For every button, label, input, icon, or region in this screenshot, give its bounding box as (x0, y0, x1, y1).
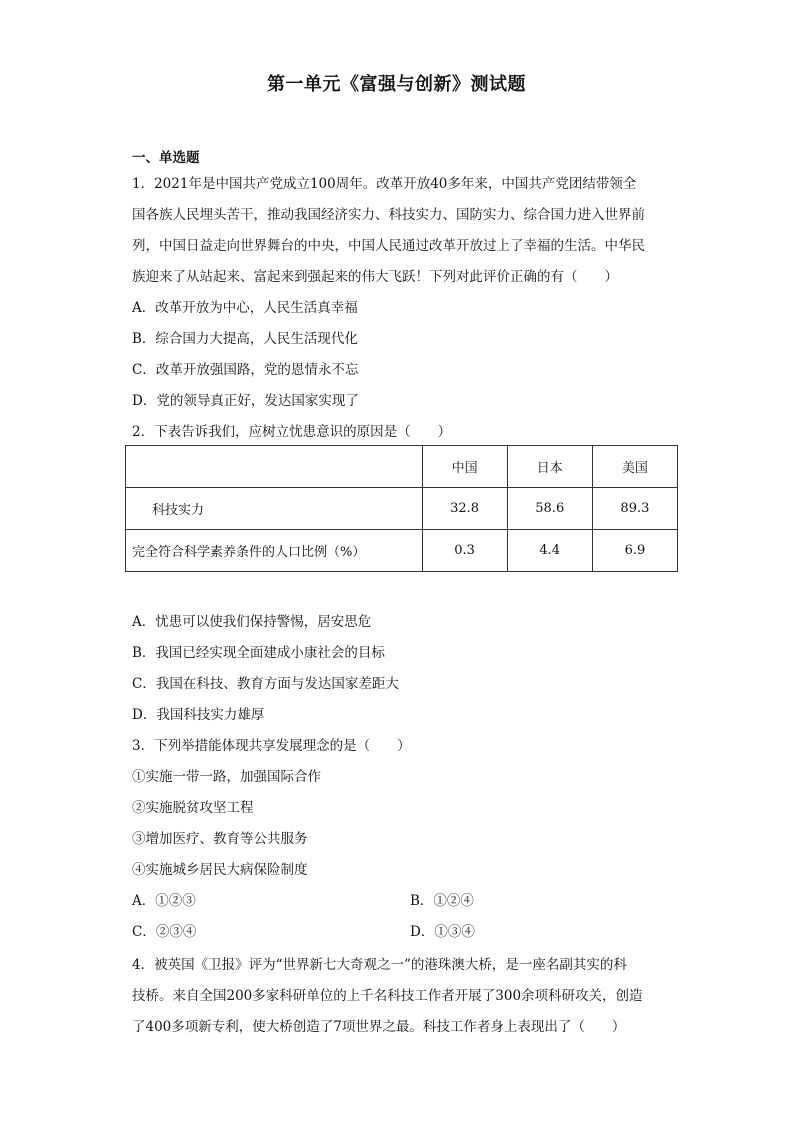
table-header-cell: 中国 (422, 446, 507, 488)
q3-item: ③增加医疗、教育等公共服务 (132, 831, 308, 847)
table-cell: 89.3 (592, 488, 677, 530)
table-cell: 完全符合科学素养条件的人口比例（%） (126, 530, 423, 572)
q3-option-c: C．②③④ (132, 924, 197, 940)
q3-stem: 3．下列举措能体现共享发展理念的是（ ） (132, 738, 411, 754)
table-row (126, 488, 678, 530)
table-cell: 0.3 (422, 530, 507, 572)
table-cell: 科技实力 (126, 488, 423, 530)
q1-stem-line: 国各族人民埋头苦干，推动我国经济实力、科技实力、国防实力、综合国力进入世界前 (132, 207, 645, 223)
q2-option-c: C．我国在科技、教育方面与发达国家差距大 (132, 676, 399, 692)
table-cell: 32.8 (422, 488, 507, 530)
q1-stem-line: 列，中国日益走向世界舞台的中央，中国人民通过改革开放过上了幸福的生活。中华民 (132, 238, 645, 254)
q2-option-d: D．我国科技实力雄厚 (132, 707, 265, 723)
q4-stem-line: 了400多项新专利，使大桥创造了7项世界之最。科技工作者身上表现出了（ ） (132, 1019, 626, 1035)
table-cell: 58.6 (507, 488, 592, 530)
q1-option-c: C．改革开放强国路，党的恩情永不忘 (132, 362, 359, 378)
q2-option-a: A．忧患可以使我们保持警惕，居安思危 (132, 614, 372, 630)
table-header-cell: 美国 (592, 446, 677, 488)
q1-option-a: A．改革开放为中心，人民生活真幸福 (132, 300, 358, 316)
q4-stem-line: 技桥。来自全国200多家科研单位的上千名科技工作者开展了300余项科研攻关，创造 (132, 988, 643, 1004)
q3-option-d: D．①③④ (410, 924, 475, 940)
section-heading: 一、单选题 (132, 150, 200, 166)
table-row (126, 530, 678, 572)
table-cell: 6.9 (592, 530, 677, 572)
table-header-row (126, 446, 678, 488)
q4-stem-line: 4．被英国《卫报》评为“世界新七大奇观之一”的港珠澳大桥，是一座名副其实的科 (132, 957, 627, 973)
table-header-cell (126, 446, 423, 488)
q1-option-b: B．综合国力大提高，人民生活现代化 (132, 331, 358, 347)
q3-item: ②实施脱贫攻坚工程 (132, 800, 254, 816)
table-header-cell: 日本 (507, 446, 592, 488)
q3-item: ④实施城乡居民大病保险制度 (132, 862, 308, 878)
q2-data-table (125, 445, 678, 572)
q2-option-b: B．我国已经实现全面建成小康社会的目标 (132, 645, 385, 661)
q2-stem: 2．下表告诉我们，应树立忧患意识的原因是（ ） (132, 424, 452, 440)
table-cell: 4.4 (507, 530, 592, 572)
q3-option-a: A．①②③ (132, 893, 196, 909)
q3-item: ①实施一带一路，加强国际合作 (132, 769, 321, 785)
q1-option-d: D．党的领导真正好，发达国家实现了 (132, 393, 359, 409)
q1-stem-line: 族迎来了从站起来、富起来到强起来的伟大飞跃！下列对此评价正确的有（ ） (132, 269, 618, 285)
page-title: 第一单元《富强与创新》测试题 (267, 74, 526, 95)
q1-stem-line: 1．2021年是中国共产党成立100周年。改革开放40多年来，中国共产党团结带领全 (132, 176, 637, 192)
q3-option-b: B．①②④ (410, 893, 474, 909)
